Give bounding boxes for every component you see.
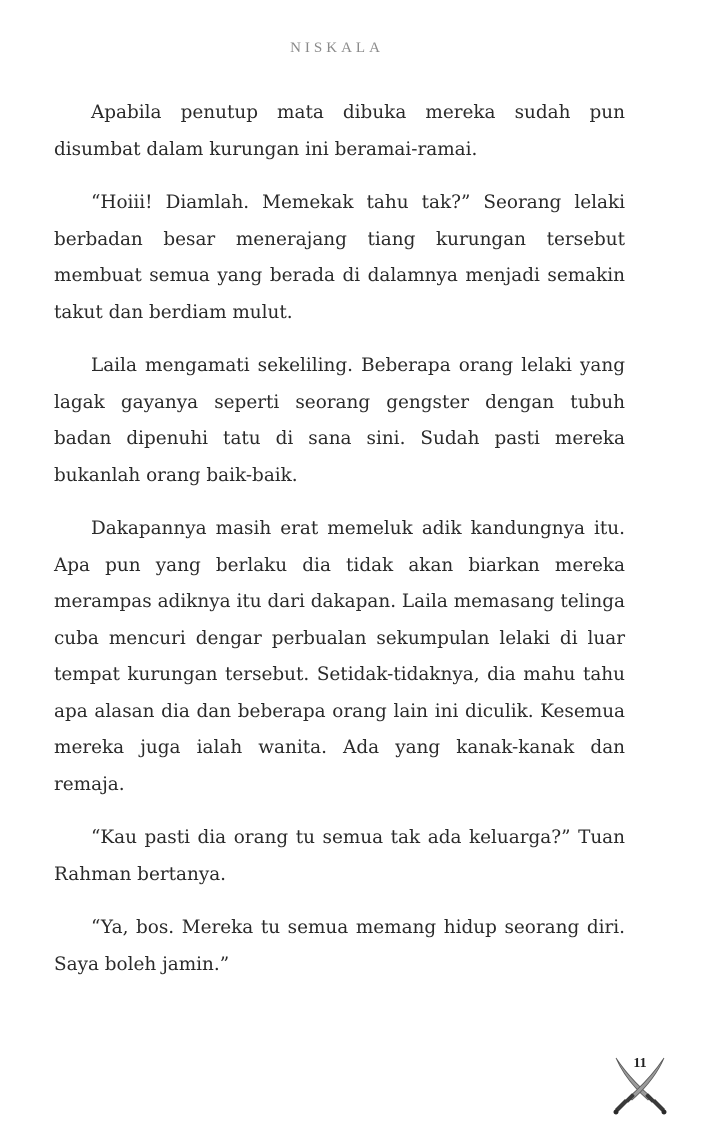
page-number: 11 [633, 1056, 647, 1071]
running-header: NISKALA [290, 40, 384, 56]
body-text [54, 95, 625, 1000]
page-footer [608, 1052, 672, 1116]
paragraph: Apabila penutup mata dibuka mereka sudah pun disumbat dalam kurungan ini beramai-ramai. [54, 102, 625, 160]
paragraph: Laila mengamati sekeliling. Beberapa orang lelaki yang lagak gayanya seperti seorang gengster dengan tubuh badan dipenuhi tatu di sana sini. Sudah pasti mereka bukanlah orang baik-baik. [54, 355, 625, 486]
paragraph: “Ya, bos. Mereka tu semua memang hidup seorang diri. Saya boleh jamin.” [54, 917, 625, 975]
paragraph: Dakapannya masih erat memeluk adik kandungnya itu. Apa pun yang berlaku dia tidak akan biarkan mereka merampas adiknya itu dari dakapan. Laila memasang telinga cuba mencuri dengar perbualan sekumpulan lelaki di luar tempat kurungan tersebut. Setidak-tidaknya, dia mahu tahu apa alasan dia dan beberapa orang lain ini diculik. Kesemua mereka juga ialah wanita. Ada yang kanak-kanak dan remaja. [54, 518, 625, 795]
paragraph: “Kau pasti dia orang tu semua tak ada keluarga?” Tuan Rahman bertanya. [54, 827, 625, 885]
paragraph: “Hoiii! Diamlah. Memekak tahu tak?” Seorang lelaki berbadan besar menerajang tiang kurungan tersebut membuat semua yang berada di dalamnya menjadi semakin takut dan berdiam mulut. [54, 192, 625, 323]
